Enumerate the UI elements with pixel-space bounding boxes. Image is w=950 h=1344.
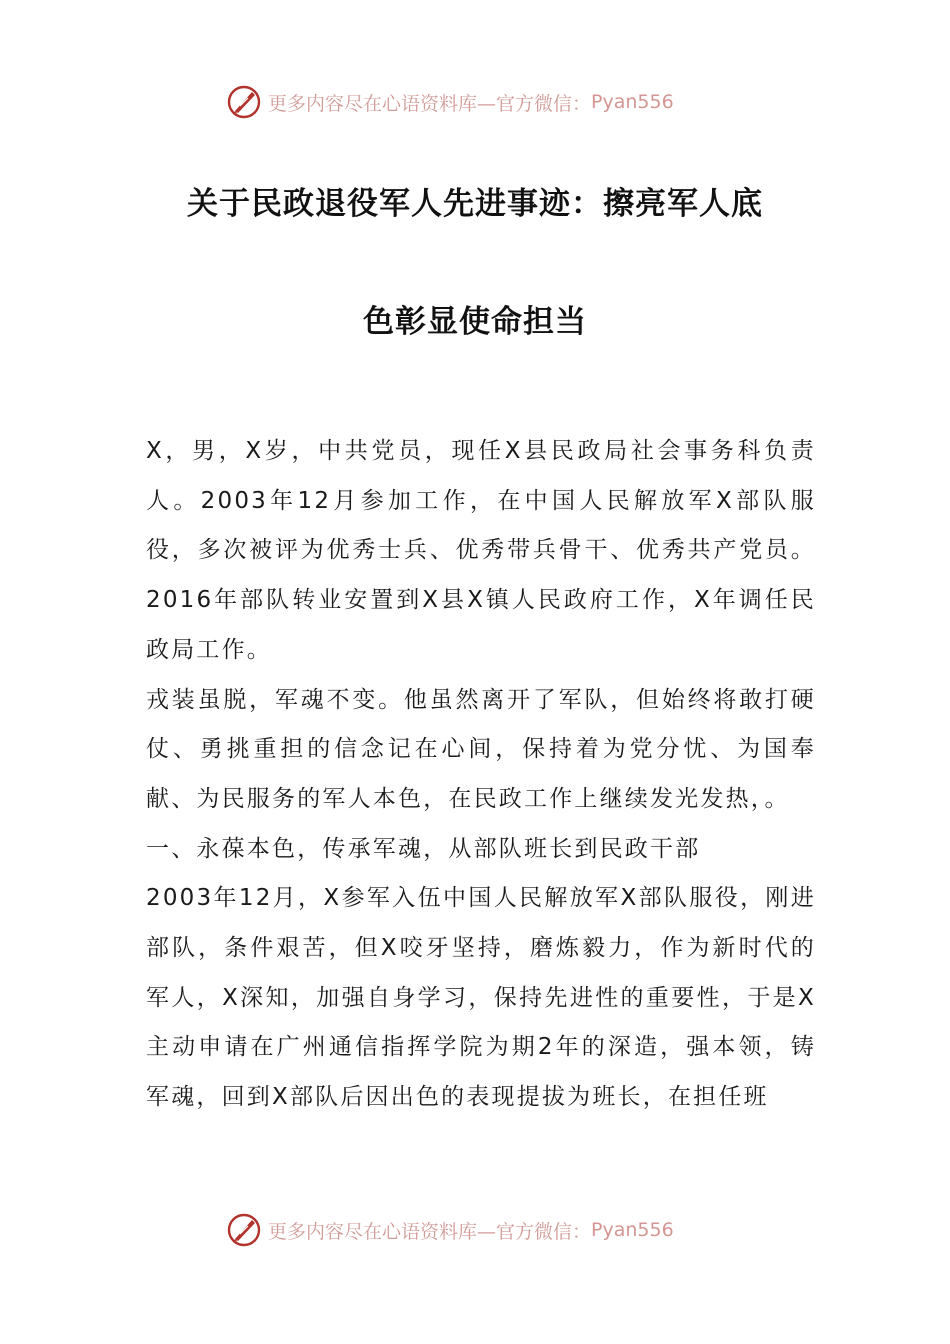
footer-watermark — [226, 1210, 674, 1250]
document-body — [146, 427, 816, 1123]
watermark-wechat-id: Pyan556 — [591, 1219, 674, 1241]
watermark-text: 更多内容尽在心语资料库—官方微信： — [268, 92, 592, 115]
watermark-wechat-id: Pyan556 — [591, 91, 674, 113]
quill-pen-logo-icon — [226, 1212, 262, 1248]
document-title-line-2: 色彰显使命担当 — [363, 304, 587, 340]
paragraph-service: 2003年12月，X参军入伍中国人民解放军X部队服役，刚进部队，条件艰苦，但X咬牙坚持，磨炼毅力，作为新时代的军人，X深知，加强自身学习，保持先进性的重要性，于是X主动申请在广州通信指挥学院为期2年的深造，强本领，铸军魂，回到X部队后因出色的表现提拔为班长，在担任班 — [146, 885, 816, 1111]
section-heading-1: 一、永葆本色，传承军魂，从部队班长到民政干部 — [146, 835, 701, 862]
paragraph-intro: X，男，X岁，中共党员，现任X县民政局社会事务科负责人。2003年12月参加工作，在中国人民解放军X部队服役，多次被评为优秀士兵、优秀带兵骨干、优秀共产党员。2016年部队转业安置到X县X镇人民政府工作，X年调任民政局工作。 — [146, 438, 816, 663]
quill-pen-logo-icon — [226, 84, 262, 120]
paragraph-spirit: 戎装虽脱，军魂不变。他虽然离开了军队，但始终将敢打硬仗、勇挑重担的信念记在心间，保持着为党分忧、为国奉献、为民服务的军人本色，在民政工作上继续发光发热，。 — [146, 686, 816, 812]
watermark-text: 更多内容尽在心语资料库—官方微信： — [268, 1220, 592, 1243]
header-watermark — [226, 82, 674, 122]
document-title-line-1: 关于民政退役军人先进事迹：擦亮军人底 — [187, 186, 763, 222]
